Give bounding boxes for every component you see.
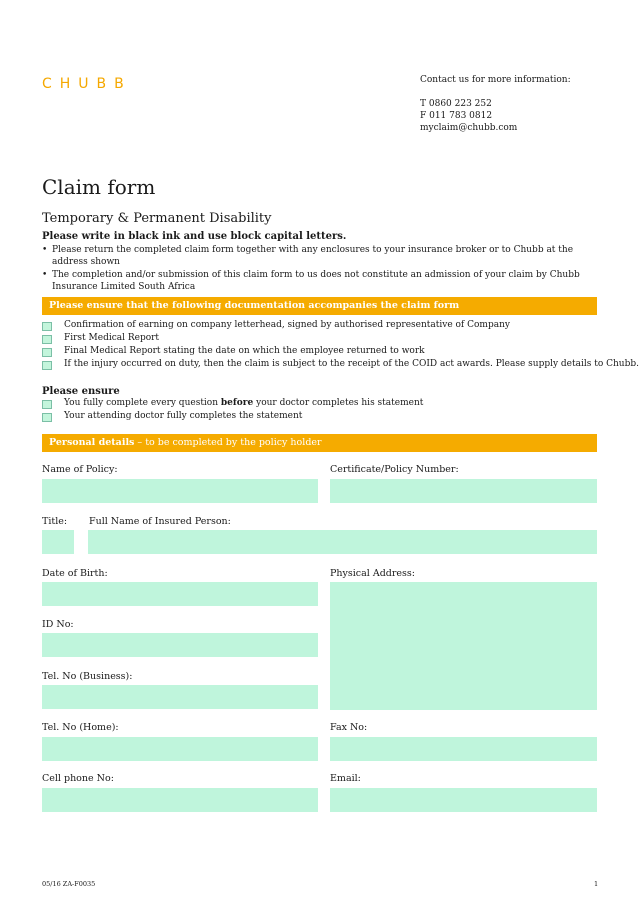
checklist-item: [42, 359, 639, 372]
tel-home-label: Tel. No (Home):: [42, 722, 119, 733]
instruction-text: Please write in black ink and use block capital letters.: [42, 231, 347, 242]
address-label: Physical Address:: [330, 568, 415, 579]
title-label: Title:: [42, 516, 68, 527]
documentation-header: [42, 297, 597, 315]
page-title: Claim form: [42, 175, 156, 199]
contact-heading: Contact us for more information:: [420, 75, 571, 85]
personal-details-note: – to be completed by the policy holder: [134, 437, 322, 448]
checkbox[interactable]: [42, 322, 52, 331]
contact-block: [420, 74, 571, 134]
cell-label: Cell phone No:: [42, 773, 114, 784]
dob-field[interactable]: [42, 582, 318, 606]
chubb-logo: CHUBB: [42, 76, 132, 92]
checklist-item: [42, 320, 602, 333]
full-name-field[interactable]: [88, 530, 597, 554]
tel-business-field[interactable]: [42, 685, 318, 709]
id-no-field[interactable]: [42, 633, 318, 657]
contact-email[interactable]: myclaim@chubb.com: [420, 123, 518, 133]
checkbox[interactable]: [42, 335, 52, 344]
address-field[interactable]: [330, 582, 597, 710]
personal-details-header: [42, 434, 597, 452]
ensure-checklist: [42, 398, 602, 424]
checkbox[interactable]: [42, 400, 52, 409]
bullet-item: • The completion and/or submission of this claim form to us does not constitute an admission of your claim by Chubb Insurance Limited South Africa: [42, 269, 597, 293]
contact-fax: F 011 783 0812: [420, 111, 493, 121]
checklist-label: You fully complete every question before your doctor completes his statement: [64, 398, 424, 408]
policy-name-label: Name of Policy:: [42, 464, 118, 475]
checkbox[interactable]: [42, 348, 52, 357]
fax-no-field[interactable]: [330, 737, 597, 761]
checklist-label: If the injury occurred on duty, then the claim is subject to the receipt of the COID act awards. Please supply details to Chubb.: [64, 359, 639, 369]
email-label: Email:: [330, 773, 361, 784]
checkbox[interactable]: [42, 413, 52, 422]
checklist-item: [42, 398, 602, 411]
email-field[interactable]: [330, 788, 597, 812]
checklist-label: Final Medical Report stating the date on which the employee returned to work: [64, 346, 425, 356]
tel-business-label: Tel. No (Business):: [42, 671, 133, 682]
page-number: 1: [594, 880, 599, 888]
checklist-item: [42, 346, 602, 359]
checklist-label: First Medical Report: [64, 333, 160, 343]
documentation-checklist: [42, 320, 639, 372]
footer-code: 05/16 ZA-F0035: [42, 880, 96, 888]
certificate-field[interactable]: [330, 479, 597, 503]
instruction-bullets: [42, 244, 597, 294]
ensure-heading: Please ensure: [42, 386, 120, 397]
title-field[interactable]: [42, 530, 74, 554]
tel-home-field[interactable]: [42, 737, 318, 761]
fax-no-label: Fax No:: [330, 722, 368, 733]
cell-field[interactable]: [42, 788, 318, 812]
page-subtitle: Temporary & Permanent Disability: [42, 211, 272, 226]
full-name-label: Full Name of Insured Person:: [89, 516, 231, 527]
personal-details-heading: Personal details: [49, 437, 135, 448]
checklist-item: [42, 333, 602, 346]
documentation-heading: Please ensure that the following documentation accompanies the claim form: [49, 300, 460, 311]
contact-phone: T 0860 223 252: [420, 99, 492, 109]
id-no-label: ID No:: [42, 619, 74, 630]
dob-label: Date of Birth:: [42, 568, 108, 579]
policy-name-field[interactable]: [42, 479, 318, 503]
checkbox[interactable]: [42, 361, 52, 370]
checklist-label: Confirmation of earning on company letterhead, signed by authorised representative of Company: [64, 320, 510, 330]
certificate-label: Certificate/Policy Number:: [330, 464, 459, 475]
bullet-item: • Please return the completed claim form together with any enclosures to your insurance broker or to Chubb at the address shown: [42, 244, 597, 268]
checklist-item: [42, 411, 602, 424]
checklist-label: Your attending doctor fully completes the statement: [64, 411, 303, 421]
